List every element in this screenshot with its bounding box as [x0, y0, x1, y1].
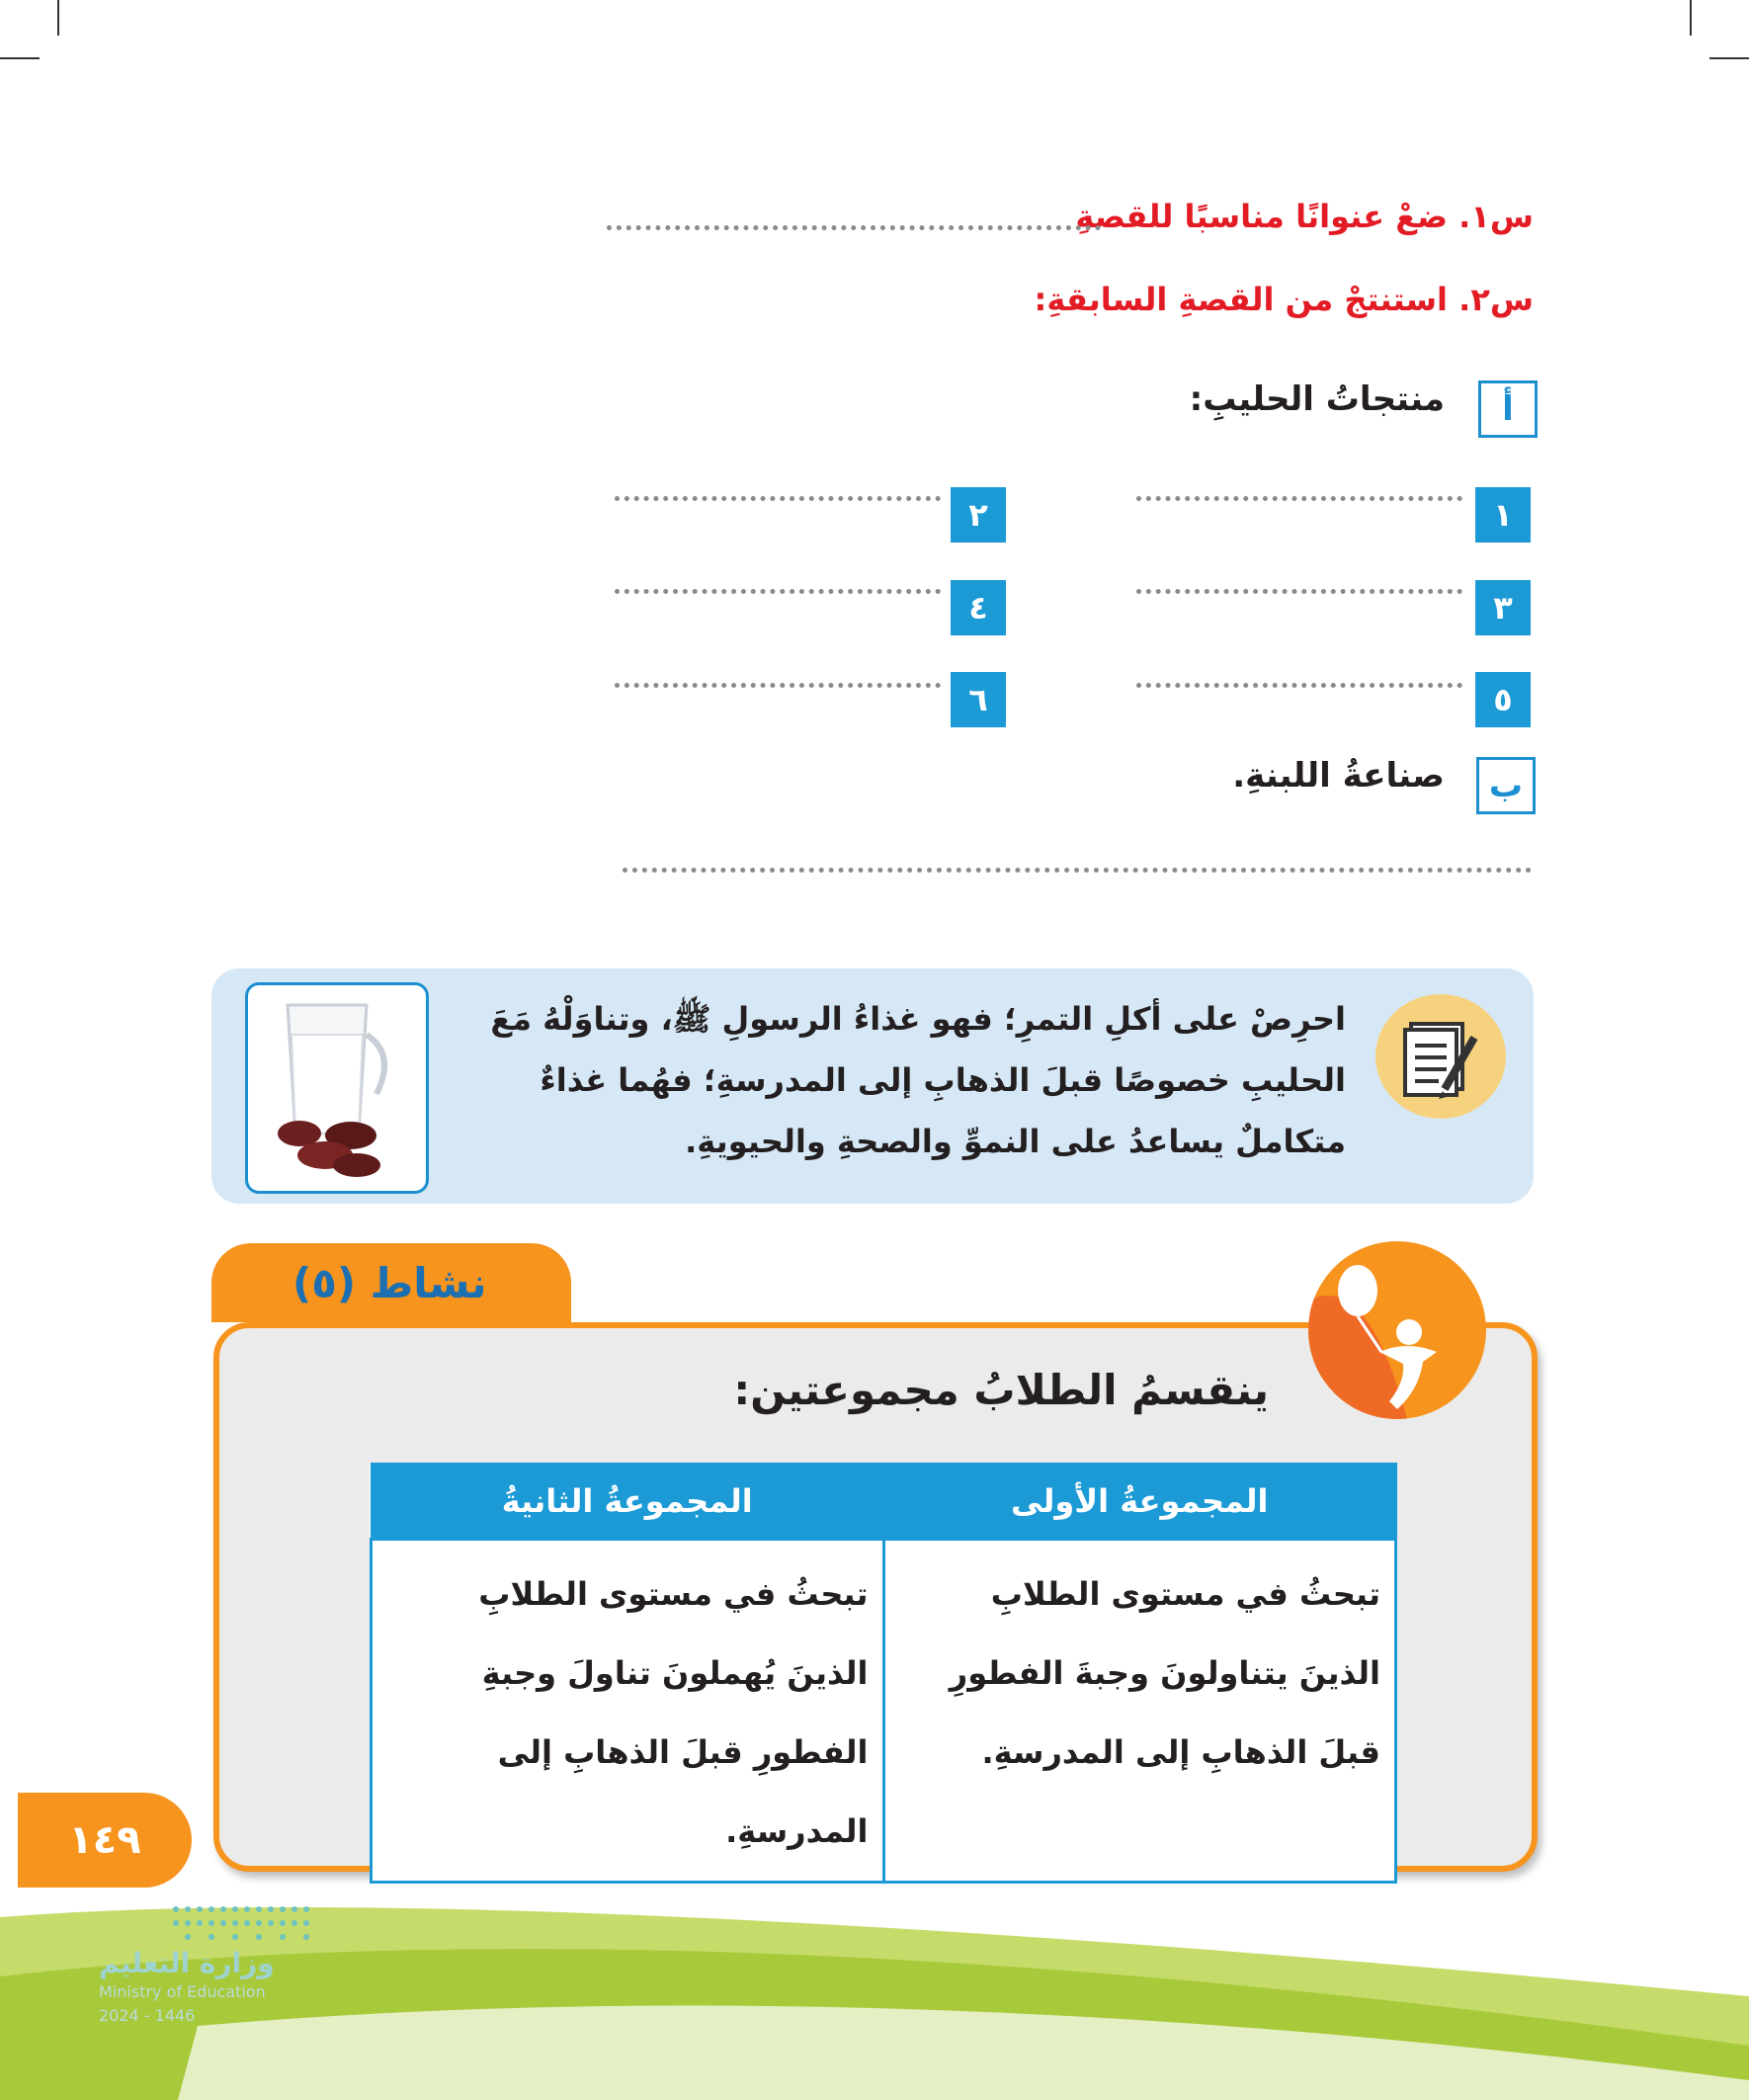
header-group-1: المجموعةُ الأولى	[883, 1464, 1396, 1540]
groups-table	[370, 1463, 1397, 1884]
crop-mark	[1690, 0, 1692, 36]
section-b-letter: ب	[1476, 757, 1536, 814]
tip-line-2: الحليبِ خصوصًا قبلَ الذهابِ إلى المدرسةِ؛ فهُما غذاءٌ	[540, 1061, 1346, 1099]
question-2: س٢. استنتجْ من القصةِ السابقةِ:	[1034, 281, 1534, 318]
section-b-title: صناعةُ اللبنةِ.	[1232, 756, 1445, 796]
answer-line[interactable]	[607, 225, 1101, 230]
table-row	[372, 1540, 1396, 1883]
notes-icon	[1375, 994, 1506, 1119]
ministry-logo-dots	[170, 1901, 328, 1945]
number-3: ٣	[1475, 580, 1531, 635]
crop-mark	[1709, 57, 1749, 59]
number-5: ٥	[1475, 672, 1531, 727]
activity-title: نشاط (٥)	[292, 1259, 487, 1307]
answer-line-3[interactable]	[1136, 589, 1462, 594]
number-4: ٤	[951, 580, 1006, 635]
tip-text	[457, 988, 1346, 1172]
milk-dates-image	[245, 982, 429, 1194]
answer-line-6[interactable]	[615, 683, 941, 688]
table-header-row	[372, 1464, 1396, 1540]
cell-group-2: تبحثُ في مستوى الطلابِ الذينَ يُهملونَ تناولَ وجبةِ الفطورِ قبلَ الذهابِ إلى المدرسةِ.	[372, 1540, 884, 1883]
tip-line-1: احرِصْ على أكلِ التمرِ؛ فهو غذاءُ الرسولِ ﷺ، وتناوَلْهُ مَعَ	[490, 1000, 1346, 1038]
answer-line-1[interactable]	[1136, 496, 1462, 501]
answer-line-b[interactable]	[623, 868, 1532, 873]
answer-line-4[interactable]	[615, 589, 941, 594]
page-number: ١٤٩	[18, 1793, 192, 1888]
section-a-letter: أ	[1478, 380, 1538, 438]
answer-line-2[interactable]	[615, 496, 941, 501]
header-group-2: المجموعةُ الثانيةُ	[372, 1464, 884, 1540]
answer-line-5[interactable]	[1136, 683, 1462, 688]
number-1: ١	[1475, 487, 1531, 543]
crop-mark	[0, 57, 40, 59]
ministry-name-ar: وزارة التعليم	[99, 1947, 275, 1979]
number-2: ٢	[951, 487, 1006, 543]
section-a-title: منتجاتُ الحليبِ:	[1189, 379, 1445, 419]
tip-line-3: متكاملٌ يساعدُ على النموِّ والصحةِ والحيويةِ.	[685, 1123, 1346, 1160]
cell-group-1: تبحثُ في مستوى الطلابِ الذينَ يتناولونَ وجبةَ الفطورِ قبلَ الذهابِ إلى المدرسةِ.	[883, 1540, 1396, 1883]
crop-mark	[57, 0, 59, 36]
tip-box	[211, 968, 1534, 1204]
ministry-year: 2024 - 1446	[99, 2006, 196, 2025]
number-6: ٦	[951, 672, 1006, 727]
ministry-name-en: Ministry of Education	[99, 1982, 266, 2001]
activity-prompt: ينقسمُ الطلابُ مجموعتين:	[733, 1366, 1269, 1414]
question-1: س١. ضعْ عنوانًا مناسبًا للقصةِ	[1075, 198, 1534, 235]
child-balloon-icon	[1308, 1241, 1486, 1419]
